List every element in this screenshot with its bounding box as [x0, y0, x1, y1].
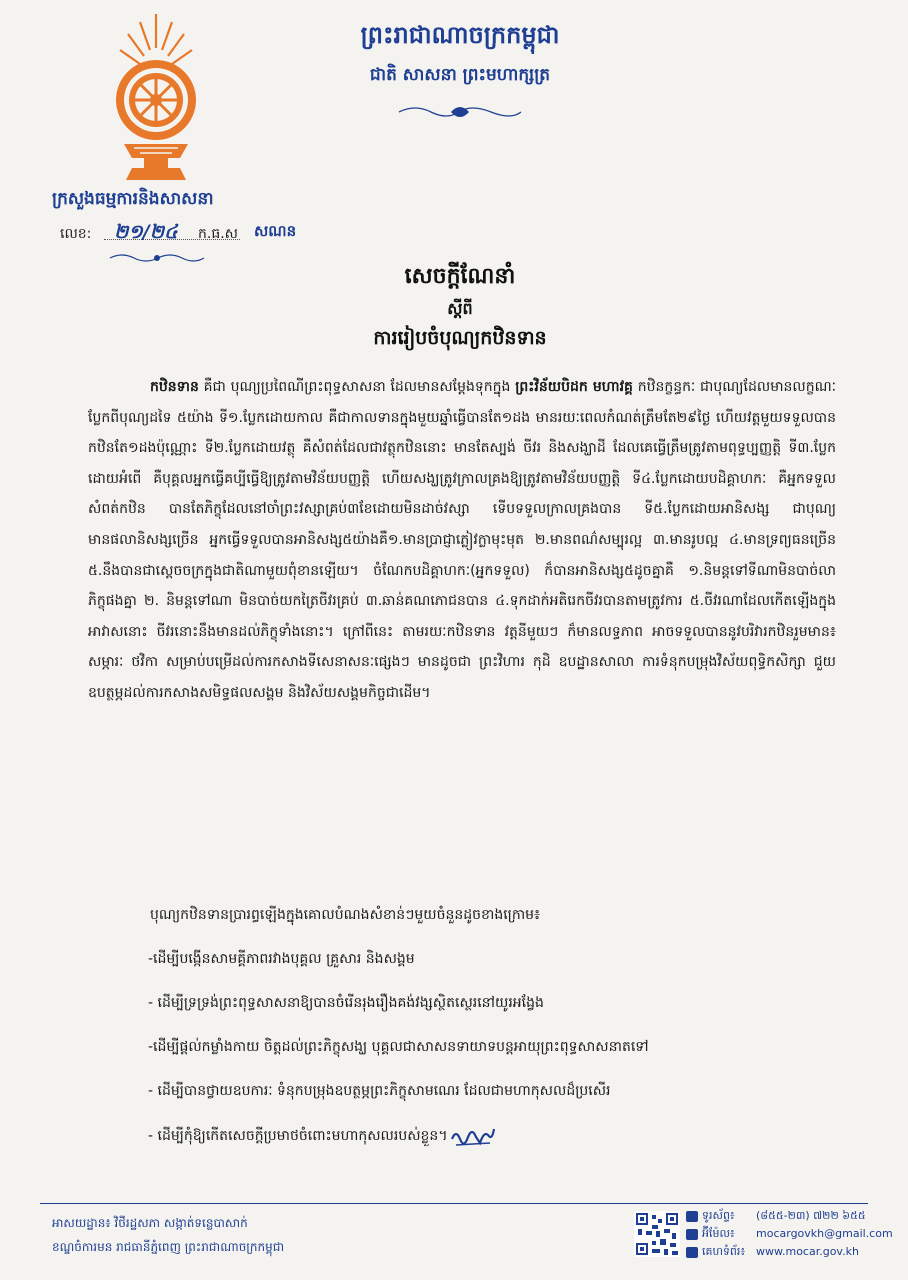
ministry-emblem-logo — [110, 8, 202, 184]
doc-number-label: លេខ: — [60, 226, 92, 242]
contact-email — [686, 1226, 893, 1244]
document-number-line — [60, 222, 310, 246]
scripture-reference: ព្រះវិន័យបិដក មហាវគ្គ — [515, 379, 633, 395]
document-title: សេចក្តីណែនាំ — [404, 264, 516, 289]
kingdom-heading: ព្រះរាជាណាចក្រកម្ពុជា — [360, 21, 560, 49]
footer-address-line2: ខណ្ឌចំការមន រាជធានីភ្នំពេញ ព្រះរាជាណាចក្រកម្ពុជា — [52, 1240, 285, 1254]
footer-address-line1: អាសយដ្ឋាន៖ វិថីរដ្ឋសភា សង្កាត់ទន្លេបាសាក់ — [52, 1216, 248, 1230]
list-item: - ដើម្បីទ្រទ្រង់ព្រះពុទ្ធសាសនាឱ្យបានចំរើនរុងរឿងគង់វង្សស្ថិតស្ថេរនៅយូរអង្វែង — [148, 995, 544, 1011]
phone-label: ទូរស័ព្ទ៖ — [702, 1209, 735, 1222]
ministry-name: ក្រសួងធម្មការនិងសាសនា — [52, 189, 214, 209]
qr-code — [634, 1211, 680, 1257]
document-subject: ការរៀបចំបុណ្យកឋិនទាន — [373, 327, 547, 349]
purpose-list — [148, 947, 868, 1167]
doc-number-handwritten: ២១/២៤ — [114, 221, 178, 243]
email-icon — [686, 1229, 698, 1240]
phone-icon — [686, 1211, 698, 1222]
list-item — [148, 1123, 868, 1167]
document-subtitle-about: ស្តីពី — [447, 299, 473, 318]
term-kathina: កឋិនទាន — [150, 379, 199, 395]
footer-divider — [40, 1203, 868, 1204]
national-motto: ជាតិ សាសនា ព្រះមហាក្សត្រ — [369, 65, 551, 85]
ornament-divider-top — [395, 102, 525, 122]
handwritten-initials-signature — [450, 1123, 496, 1149]
email-label: អ៊ីម៉ែល៖ — [702, 1227, 735, 1240]
list-item: - ដើម្បីបានថ្វាយឧបការៈ ទំនុកបម្រុងឧបត្ថម្ភព្រះភិក្ខុសាមណេរ ដែលជាមហាកុសលដ៏ប្រសើរ — [148, 1083, 611, 1099]
doc-suffix: សណន — [254, 222, 297, 240]
body-text-b: កឋិនក្ខន្ធកៈ ជាបុណ្យដែលមានលក្ខណៈប្លែកពីបុណ្យដទៃ ៥យ៉ាង ទី១.ប្លែកដោយកាល គឺជាកាលទានក្នុងមួយឆ្នាំធ្វើបានតែ១ដង មានរយៈពេលកំណត់ត្រឹមតែ២៩ថ្ងៃ ហើយវត្តមួយទទួលបានកឋិនតែ១ដងប៉ុណ្ណោះ ទី២.ប្លែកដោយវត្ថុ គឺសំពត់ដែលជាវត្ថុកឋិននោះ មានតែស្បង់ ចីវរ និងសង្ឃាដី ដែលគេធ្វើត្រឹមត្រូវតាមពុទ្ធប្បញ្ញត្តិ ទី៣.ប្លែកដោយអំពើ គឺបុគ្គលអ្នកធ្វើគប្បីធ្វើឱ្យត្រូវតាមវិន័យបញ្ញត្តិ ហើយសង្ឃត្រូវក្រាលគ្រងឱ្យត្រូវតាមវិន័យបញ្ញត្តិ ទី៤.ប្លែកដោយបដិគ្គាហកៈ គឺអ្នកទទួលសំពត់កឋិន បានតែភិក្ខុដែលនៅចាំព្រះវស្សាគ្រប់៣ខែដោយមិនដាច់វស្សា ទើបទទួលក្រាលគ្រងបាន ទី៥.ប្លែកដោយអានិសង្ស ជាបុណ្យមានផលានិសង្សច្រើន អ្នកធ្វើទទួលបានអានិសង្ស៥យ៉ាងគឺ១.មានប្រាជ្ញាភ្លៀវក្លាមុះមុត ២.មានពណ៌សម្បុរល្អ ៣.មានរូបល្អ ៤.មានទ្រព្យធនច្រើន ៥.នឹងបានជាស្តេចចក្រក្នុងជាតិណាមួយពុំខានឡើយ។ ចំណែកបដិគ្គាហកៈ(អ្នកទទួល) ក៏បានអានិសង្ស៥ដូចគ្នាគឺ ១.និមន្តទៅទីណាមិនបាច់លាភិក្ខុផងគ្នា ២. និមន្តទៅណា មិនបាច់យកត្រៃចីវរគ្រប់ ៣.ឆាន់គណភោជនបាន ៤.ទុកដាក់អតិរេកចីវរបានតាមត្រូវការ ៥.ចីវរណាដែលកើតឡើងក្នុងអាវាសនោះ ចីវរនោះនឹងមានដល់ភិក្ខុទាំងនោះ។ ក្រៅពីនេះ តាមរយៈកឋិនទាន វត្តនីមួយៗ ក៏មានលទ្ធភាព អាចទទួលបាននូវបរិវារកឋិនរួមមាន៖ សម្ភារៈ ថវិកា សម្រាប់បម្រើដល់ការកសាងទីសេនាសនៈផ្សេងៗ មានដូចជា ព្រះវិហារ កុដិ ឧបដ្ឋានសាលា ការទំនុកបម្រុងវិស័យពុទ្ធិកសិក្សា ជួយឧបត្ថម្ភដល់ការកសាងសមិទ្ធផលសង្គម និងវិស័យសង្គមកិច្ចជាដើម។ — [88, 379, 836, 701]
contact-website — [686, 1244, 886, 1262]
website-label: គេហទំព័រ៖ — [702, 1245, 746, 1258]
purpose-intro: បុណ្យកឋិនទានប្រារព្ធឡើងក្នុងគោលបំណងសំខាន់ៗមួយចំនួនដូចខាងក្រោម៖ — [150, 907, 541, 923]
email-value: mocargovkh@gmail.com — [756, 1227, 893, 1240]
phone-value: (៨៥៥-២៣) ៧២២ ៦៥៥ — [756, 1209, 866, 1222]
doc-code: ក.ធ.ស — [198, 226, 239, 242]
body-text-a: គឺជា បុណ្យប្រពៃណីព្រះពុទ្ធសាសនា ដែលមានសម្តែងទុកក្នុង — [198, 379, 516, 395]
ornament-divider-left — [108, 250, 206, 266]
body-paragraph — [88, 372, 836, 892]
list-item-text: - ដើម្បីកុំឱ្យកើតសេចក្តីប្រមាថចំពោះមហាកុសលរបស់ខ្លួន។ — [148, 1128, 448, 1144]
globe-icon — [686, 1247, 698, 1258]
contact-phone — [686, 1208, 886, 1226]
list-item: -ដើម្បីផ្តល់កម្លាំងកាយ ចិត្តដល់ព្រះភិក្ខុសង្ឃ បុគ្គលជាសាសនទាយាទបន្តអាយុព្រះពុទ្ធសាសនាតទៅ — [148, 1039, 649, 1055]
footer-contacts — [686, 1208, 893, 1262]
list-item: -ដើម្បីបង្កើនសាមគ្គីភាពរវាងបុគ្គល គ្រួសារ និងសង្គម — [148, 951, 415, 967]
website-value: www.mocar.gov.kh — [756, 1245, 859, 1258]
